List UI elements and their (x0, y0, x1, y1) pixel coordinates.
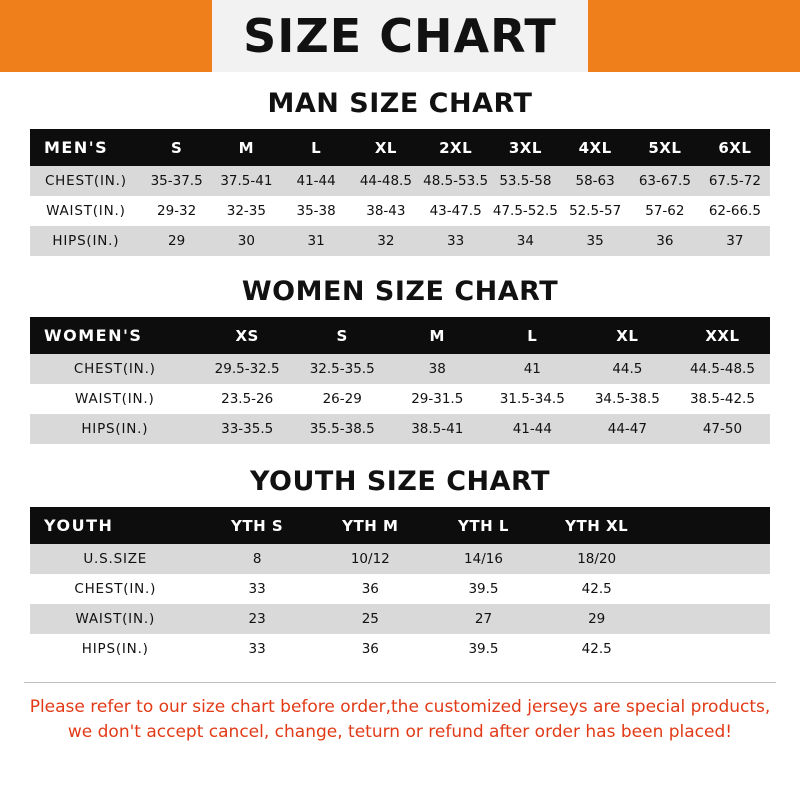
table-cell-empty (653, 574, 770, 604)
table-cell: 26-29 (295, 384, 390, 414)
table-cell: 44-48.5 (351, 166, 421, 196)
men-size-table (30, 129, 770, 256)
table-cell: 23 (201, 604, 314, 634)
row-label: U.S.SIZE (30, 544, 201, 574)
youth-size-table (30, 507, 770, 664)
column-header: XL (580, 317, 675, 354)
table-cell: 39.5 (427, 634, 540, 664)
table-cell: 35-38 (281, 196, 351, 226)
column-header: WOMEN'S (30, 317, 200, 354)
table-cell: 44-47 (580, 414, 675, 444)
table-cell: 35 (560, 226, 630, 256)
table-cell: 38 (390, 354, 485, 384)
table-cell: 32-35 (212, 196, 282, 226)
row-label: HIPS(IN.) (30, 414, 200, 444)
table-header-row (30, 317, 770, 354)
table-cell: 25 (314, 604, 427, 634)
row-label: HIPS(IN.) (30, 226, 142, 256)
table-cell: 34 (491, 226, 561, 256)
table-cell: 38-43 (351, 196, 421, 226)
column-header: S (142, 129, 212, 166)
table-cell: 36 (314, 574, 427, 604)
youth-section-title: YOUTH SIZE CHART (249, 466, 551, 497)
row-label: CHEST(IN.) (30, 574, 201, 604)
table-cell: 32 (351, 226, 421, 256)
table-row (30, 574, 770, 604)
table-cell-empty (653, 604, 770, 634)
table-row (30, 634, 770, 664)
column-header: M (212, 129, 282, 166)
column-header: MEN'S (30, 129, 142, 166)
women-size-table (30, 317, 770, 444)
column-header: YOUTH (30, 507, 201, 544)
page-title: SIZE CHART (243, 9, 557, 63)
table-row (30, 166, 770, 196)
column-header: L (281, 129, 351, 166)
header-accent-left (0, 0, 212, 72)
table-cell: 52.5-57 (560, 196, 630, 226)
table-row (30, 226, 770, 256)
table-header-row (30, 129, 770, 166)
table-cell: 33 (201, 574, 314, 604)
table-cell: 36 (630, 226, 700, 256)
table-cell: 57-62 (630, 196, 700, 226)
table-cell: 8 (201, 544, 314, 574)
column-header: YTH M (314, 507, 427, 544)
table-cell: 43-47.5 (421, 196, 491, 226)
table-cell: 23.5-26 (200, 384, 295, 414)
table-cell: 29 (540, 604, 653, 634)
men-section-title: MAN SIZE CHART (267, 88, 533, 119)
table-cell: 48.5-53.5 (421, 166, 491, 196)
table-row (30, 604, 770, 634)
row-label: CHEST(IN.) (30, 354, 200, 384)
table-cell: 67.5-72 (700, 166, 770, 196)
table-cell: 37.5-41 (212, 166, 282, 196)
table-cell: 29-32 (142, 196, 212, 226)
table-cell: 41-44 (485, 414, 580, 444)
table-cell: 38.5-41 (390, 414, 485, 444)
table-cell: 18/20 (540, 544, 653, 574)
table-cell: 38.5-42.5 (675, 384, 770, 414)
column-header: 5XL (630, 129, 700, 166)
column-header: 6XL (700, 129, 770, 166)
column-header: YTH S (201, 507, 314, 544)
men-chart-wrap (30, 129, 770, 256)
column-header: YTH XL (540, 507, 653, 544)
youth-chart-wrap (30, 507, 770, 664)
row-label: HIPS(IN.) (30, 634, 201, 664)
table-cell: 29-31.5 (390, 384, 485, 414)
table-cell: 47.5-52.5 (491, 196, 561, 226)
table-cell: 33 (421, 226, 491, 256)
footer-note-line1: Please refer to our size chart before order,the customized jerseys are special products, (29, 697, 771, 717)
table-cell: 58-63 (560, 166, 630, 196)
row-label: CHEST(IN.) (30, 166, 142, 196)
table-cell-empty (653, 634, 770, 664)
row-label: WAIST(IN.) (30, 384, 200, 414)
table-cell: 10/12 (314, 544, 427, 574)
column-header: XXL (675, 317, 770, 354)
table-cell: 42.5 (540, 634, 653, 664)
table-cell: 14/16 (427, 544, 540, 574)
table-header-row (30, 507, 770, 544)
table-row (30, 196, 770, 226)
column-header-spacer (653, 507, 770, 544)
table-cell: 37 (700, 226, 770, 256)
table-cell: 31 (281, 226, 351, 256)
table-cell: 32.5-35.5 (295, 354, 390, 384)
table-cell: 33-35.5 (200, 414, 295, 444)
table-cell: 35-37.5 (142, 166, 212, 196)
table-cell: 53.5-58 (491, 166, 561, 196)
footer-note (24, 682, 776, 744)
table-cell: 30 (212, 226, 282, 256)
row-label: WAIST(IN.) (30, 196, 142, 226)
footer-note-line2: we don't accept cancel, change, teturn or refund after order has been placed! (67, 721, 733, 742)
table-cell: 47-50 (675, 414, 770, 444)
table-row (30, 414, 770, 444)
table-cell: 62-66.5 (700, 196, 770, 226)
column-header: XL (351, 129, 421, 166)
column-header: 3XL (491, 129, 561, 166)
column-header: YTH L (427, 507, 540, 544)
table-cell: 33 (201, 634, 314, 664)
table-cell: 63-67.5 (630, 166, 700, 196)
table-cell: 44.5 (580, 354, 675, 384)
table-cell: 44.5-48.5 (675, 354, 770, 384)
table-cell: 39.5 (427, 574, 540, 604)
table-row (30, 544, 770, 574)
table-cell: 35.5-38.5 (295, 414, 390, 444)
column-header: XS (200, 317, 295, 354)
table-cell: 41 (485, 354, 580, 384)
table-row (30, 384, 770, 414)
column-header: 2XL (421, 129, 491, 166)
table-cell: 31.5-34.5 (485, 384, 580, 414)
table-cell: 42.5 (540, 574, 653, 604)
column-header: 4XL (560, 129, 630, 166)
women-section-title: WOMEN SIZE CHART (241, 276, 559, 307)
header-band (0, 0, 800, 72)
table-cell-empty (653, 544, 770, 574)
table-cell: 29 (142, 226, 212, 256)
column-header: M (390, 317, 485, 354)
table-cell: 41-44 (281, 166, 351, 196)
column-header: S (295, 317, 390, 354)
row-label: WAIST(IN.) (30, 604, 201, 634)
column-header: L (485, 317, 580, 354)
women-chart-wrap (30, 317, 770, 444)
table-cell: 29.5-32.5 (200, 354, 295, 384)
header-accent-right (588, 0, 800, 72)
table-row (30, 354, 770, 384)
table-cell: 34.5-38.5 (580, 384, 675, 414)
table-cell: 36 (314, 634, 427, 664)
table-cell: 27 (427, 604, 540, 634)
